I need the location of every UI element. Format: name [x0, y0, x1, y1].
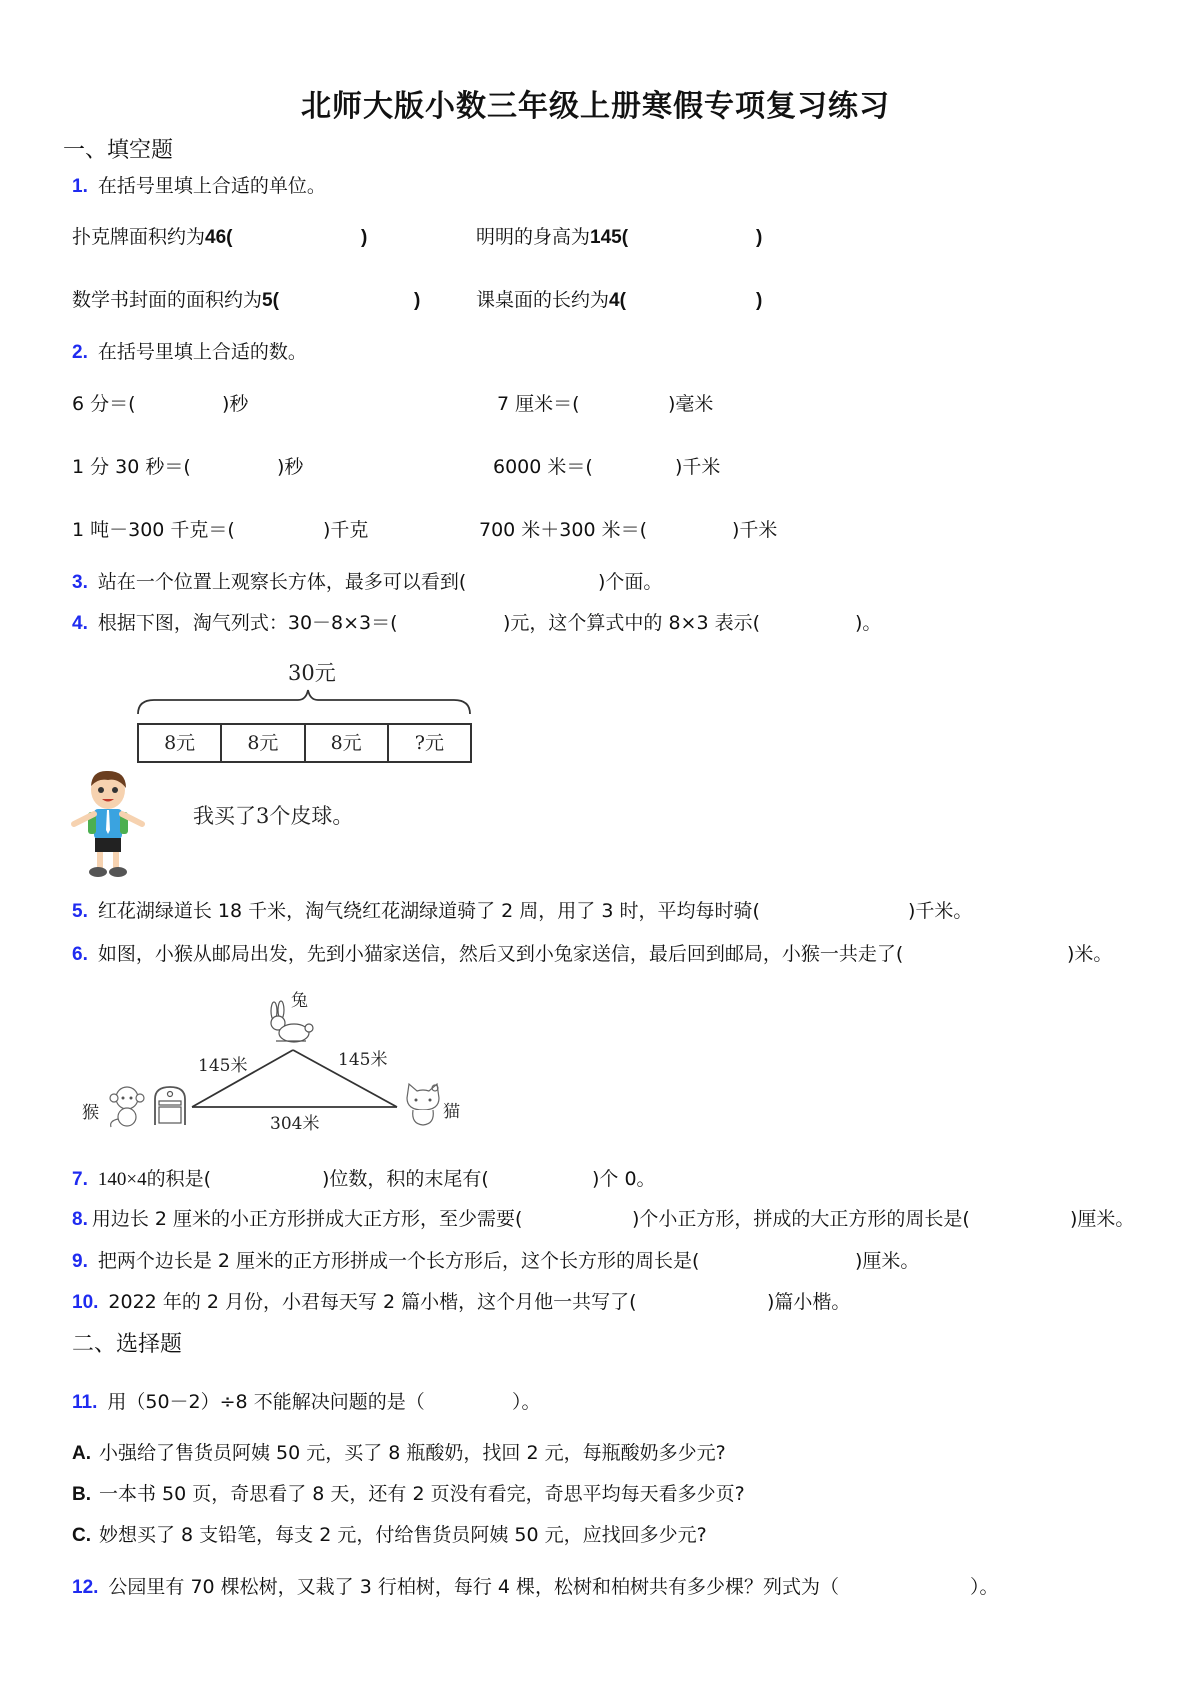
question-text: 2022 年的 2 月份，小君每天写 2 篇小楷，这个月他一共写了( [108, 1291, 637, 1313]
edge-label-left: 145米 [198, 1056, 248, 1076]
q2-item-left: 6000 米＝( [493, 456, 593, 478]
question-number: 4. [72, 613, 88, 634]
cat-icon [401, 1080, 447, 1128]
q2-item-left: 6 分＝( [72, 393, 136, 415]
question-5-tail: )千米。 [908, 900, 973, 922]
option-text: 一本书 50 页，奇思看了 8 天，还有 2 页没有看完，奇思平均每天看多少页? [99, 1483, 745, 1505]
option-a[interactable] [72, 1444, 726, 1463]
option-label: B. [72, 1484, 91, 1505]
option-c[interactable] [72, 1526, 707, 1545]
question-number: 11. [72, 1392, 98, 1413]
question-number: 5. [72, 901, 88, 922]
monkey-label: 猴 [82, 1103, 99, 1123]
cat-label: 猫 [443, 1102, 460, 1122]
answer-blank-close[interactable]: ) [361, 227, 368, 248]
question-text: 公园里有 70 棵松树，又栽了 3 行柏树，每行 4 棵，松树和柏树共有多少棵？列式为（ [108, 1576, 840, 1598]
q2-item-right: )秒 [277, 456, 304, 478]
question-12-tail: ）。 [970, 1576, 999, 1598]
item-value: 5( [262, 290, 279, 311]
question-number: 12. [72, 1577, 99, 1598]
question-number: 8. [72, 1209, 88, 1230]
question-text: 把两个边长是 2 厘米的正方形拼成一个长方形后，这个长方形的周长是( [97, 1250, 700, 1272]
question-10-tail: )篇小楷。 [767, 1291, 851, 1313]
rabbit-label: 兔 [291, 991, 308, 1011]
speech-text: 我买了3个皮球。 [193, 804, 354, 828]
answer-blank-close[interactable]: ) [414, 290, 421, 311]
question-number: 3. [72, 572, 88, 593]
edge-label-base: 304米 [270, 1114, 320, 1134]
question-number: 1. [72, 176, 88, 197]
edge-label-right: 145米 [338, 1050, 388, 1070]
question-8-tail: )厘米。 [1070, 1208, 1135, 1230]
q2-item-left: 7 厘米＝( [497, 393, 580, 415]
question-11-tail: ）。 [512, 1391, 541, 1413]
item-label: 明明的身高为 [476, 226, 591, 248]
option-label: C. [72, 1525, 91, 1546]
question-text: 在括号里填上合适的单位。 [97, 175, 326, 197]
option-text: 妙想买了 8 支铅笔，每支 2 元，付给售货员阿姨 50 元，应找回多少元? [99, 1524, 707, 1546]
q2-item-right: )千米 [732, 519, 778, 541]
question-text: 在括号里填上合适的数。 [97, 341, 307, 363]
answer-blank-close[interactable]: ) [756, 227, 763, 248]
question-text: 根据下图，淘气列式：30－8×3＝( [97, 612, 398, 634]
item-label: 数学书封面的面积约为 [72, 289, 263, 311]
item-label: 扑克牌面积约为 [72, 226, 206, 248]
question-text: 红花湖绿道长 18 千米，淘气绕红花湖绿道骑了 2 周，用了 3 时，平均每时骑( [97, 900, 760, 922]
section-heading-multiple-choice: 二、选择题 [72, 1332, 183, 1357]
segment-label: 8元 [164, 731, 196, 754]
q2-item-right: )千米 [675, 456, 721, 478]
question-4-tail: )。 [855, 612, 882, 634]
question-number: 2. [72, 342, 88, 363]
segment-label: 8元 [330, 731, 362, 754]
mailbox-icon [152, 1085, 188, 1127]
question-4-middle: )元，这个算式中的 8×3 表示( [503, 612, 761, 634]
expression: 140×4 [97, 1169, 147, 1190]
question-11 [72, 1393, 425, 1412]
question-8-middle: )个小正方形，拼成的大正方形的周长是( [632, 1208, 970, 1230]
question-number: 6. [72, 944, 88, 965]
question-7-middle: )位数，积的末尾有( [322, 1168, 489, 1190]
question-9-tail: )厘米。 [855, 1250, 920, 1272]
option-b[interactable] [72, 1485, 745, 1504]
question-text: 站在一个位置上观察长方体，最多可以看到( [97, 571, 467, 593]
page-title: 北师大版小数三年级上册寒假专项复习练习 [301, 89, 890, 124]
item-value: 145( [590, 227, 629, 248]
question-10 [72, 1293, 637, 1312]
question-7-tail: )个 0。 [592, 1168, 656, 1190]
q2-item-right: )秒 [222, 393, 249, 415]
answer-blank-close[interactable]: ) [756, 290, 763, 311]
q2-item-right: )毫米 [668, 393, 714, 415]
q2-item-right: )千克 [323, 519, 369, 541]
question-text: 用边长 2 厘米的小正方形拼成大正方形，至少需要( [91, 1208, 523, 1230]
question-text: 如图，小猴从邮局出发，先到小猫家送信，然后又到小兔家送信，最后回到邮局，小猴一共走了( [97, 943, 904, 965]
segment-label: ?元 [414, 731, 444, 754]
question-number: 9. [72, 1251, 88, 1272]
monkey-icon [107, 1085, 149, 1129]
total-label: 30元 [288, 661, 336, 685]
question-7 [72, 1170, 211, 1189]
section-heading-fill-blank: 一、填空题 [63, 138, 174, 163]
question-12 [72, 1578, 839, 1597]
option-text: 小强给了售货员阿姨 50 元，买了 8 瓶酸奶，找回 2 元，每瓶酸奶多少元? [99, 1442, 726, 1464]
question-3-tail: )个面。 [598, 571, 663, 593]
question-number: 7. [72, 1169, 88, 1190]
item-value: 4( [609, 290, 626, 311]
q2-item-left: 1 分 30 秒＝( [72, 456, 191, 478]
q2-item-left: 1 吨－300 千克＝( [72, 519, 235, 541]
item-value: 46( [205, 227, 233, 248]
question-9 [72, 1252, 699, 1271]
question-text: 的积是( [146, 1168, 211, 1190]
q2-item-left: 700 米＋300 米＝( [479, 519, 648, 541]
option-label: A. [72, 1443, 91, 1464]
question-6-tail: )米。 [1067, 943, 1113, 965]
question-text: 用（50－2）÷8 不能解决问题的是（ [107, 1391, 425, 1413]
rabbit-icon [264, 1003, 316, 1047]
question-8 [72, 1210, 522, 1229]
segment-label: 8元 [247, 731, 279, 754]
item-label: 课桌面的长约为 [476, 289, 610, 311]
question-number: 10. [72, 1292, 99, 1313]
